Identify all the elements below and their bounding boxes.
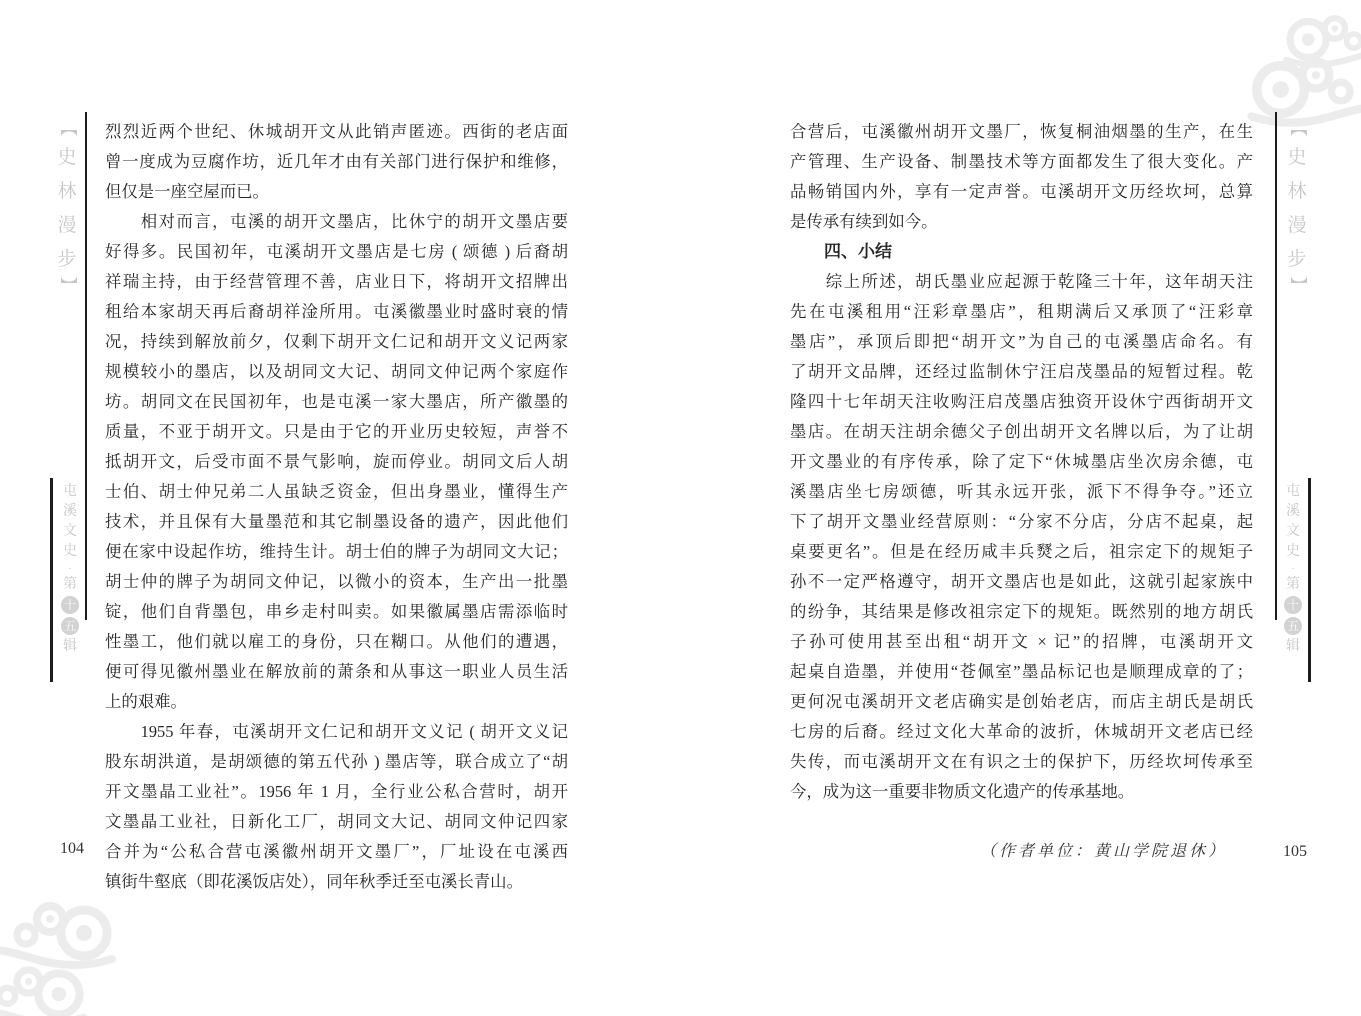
- left-page-line: 技术，并且保有大量墨范和其它制墨设备的遗产，因此他们: [105, 512, 568, 531]
- right-page-line: 墨店。在胡天注胡余德父子创出胡开文名牌以后，为了让胡: [790, 422, 1253, 441]
- left-page-line: 锭，他们自背墨包，串乡走村叫卖。如果徽属墨店需添临时: [105, 602, 568, 621]
- left-page-line: 便在家中设起作坊，维持生计。胡士伯的牌子为胡同文大记；: [105, 542, 568, 561]
- collection-char: ·: [1291, 561, 1295, 575]
- series-bracket: 【: [58, 119, 77, 137]
- right-page-line: 品畅销国内外，享有一定声誉。屯溪胡开文历经坎坷，总算: [790, 182, 1253, 201]
- page-number-left: 104: [60, 840, 84, 857]
- left-page-line: 便可得见徽州墨业在解放前的萧条和从事这一职业人员生活: [105, 662, 568, 681]
- left-page-line: 上的艰难。: [105, 692, 187, 711]
- collection-char: 史: [1286, 544, 1300, 559]
- collection-char: ·: [68, 561, 72, 575]
- left-page-line: 开文墨晶工业社”。1956 年 1 月，全行业公私合营时，胡开: [105, 782, 568, 801]
- collection-volume-badge: 十: [1284, 596, 1302, 614]
- collection-rule-left: [50, 478, 53, 682]
- left-page-line: 抵胡开文，后受市面不景气影响，旋而停业。胡同文后人胡: [105, 452, 568, 471]
- right-page-line: 更何况屯溪胡开文老店确实是创始老店，而店主胡氏是胡氏: [790, 692, 1253, 711]
- left-page-line: 士伯、胡士仲兄弟二人虽缺乏资金，但出身墨业，懂得生产: [105, 482, 568, 501]
- right-page-text: [790, 117, 1253, 867]
- collection-char: 第: [1286, 577, 1300, 592]
- series-char: 林: [1287, 181, 1307, 202]
- collection-char: 屯: [1286, 484, 1300, 499]
- right-page-line: 先在屯溪租用“汪彩章墨店”，租期满后又承顶了“汪彩章: [790, 302, 1253, 321]
- collection-char: 溪: [1286, 504, 1300, 519]
- series-bracket: 】: [58, 276, 77, 294]
- left-page-line: 胡士仲的牌子为胡同文仲记，以微小的资本，生产出一批墨: [105, 572, 568, 591]
- collection-char: 文: [63, 524, 77, 539]
- series-bracket: 【: [1288, 119, 1307, 137]
- right-page-line: 桌要更名”。但是在经历咸丰兵燹之后，祖宗定下的规矩子: [790, 542, 1253, 561]
- left-page-line: 祥瑞主持，由于经营管理不善，店业日下，将胡开文招牌出: [105, 272, 568, 291]
- series-char: 步: [57, 249, 77, 270]
- series-char: 史: [1287, 147, 1307, 168]
- right-page-line: 子孙可使用甚至出租“胡开文 × 记”的招牌，屯溪胡开文: [790, 632, 1253, 651]
- left-page-line: 股东胡洪道，是胡颂德的第五代孙 ) 墨店等，联合成立了“胡: [105, 752, 568, 771]
- collection-char: 溪: [63, 504, 77, 519]
- collection-char: 辑: [1286, 639, 1300, 654]
- right-page-line: 是传承有续到如今。: [790, 212, 938, 231]
- left-page-line: 规模较小的墨店，以及胡同文大记、胡同文仲记两个家庭作: [105, 362, 568, 381]
- right-page-line: 产管理、生产设备、制墨技术等方面都发生了很大变化。产: [790, 152, 1253, 171]
- left-page-line: 烈烈近两个世纪、休城胡开文从此销声匿迹。西街的老店面: [105, 122, 568, 141]
- right-page-line: 四、小结: [790, 242, 892, 261]
- right-page-line: 今，成为这一重要非物质文化遗产的传承基地。: [790, 782, 1135, 801]
- left-page-line: 文墨晶工业社，日新化工厂，胡同文大记、胡同文仲记四家: [105, 812, 568, 831]
- right-page-line: 合营后，屯溪徽州胡开文墨厂，恢复桐油烟墨的生产，在生: [790, 122, 1253, 141]
- right-page-line: 的纷争，其结果是修改祖宗定下的规矩。既然别的地方胡氏: [790, 602, 1253, 621]
- cloud-ornament-icon: [0, 958, 100, 1016]
- left-page-line: 质量，不亚于胡开文。只是由于它的开业历史较短，声誉不: [105, 422, 568, 441]
- right-page-line: 开文墨业的有序传承，除了定下“休城墨店坐次房余德，屯: [790, 452, 1253, 471]
- margin-rule-right: [1275, 112, 1277, 620]
- left-page-line: 坊。胡同文在民国初年，也是屯溪一家大墨店，所产徽墨的: [105, 392, 568, 411]
- collection-title-left: [59, 483, 81, 655]
- right-page-line: 墨店”，承顶后即把“胡开文”为自己的屯溪墨店命名。有: [790, 332, 1253, 351]
- collection-char: 第: [63, 577, 77, 592]
- left-page-line: 但仅是一座空屋而已。: [105, 182, 269, 201]
- series-char: 史: [57, 147, 77, 168]
- series-char: 步: [1287, 249, 1307, 270]
- left-page-line: 况，持续到解放前夕，仅剩下胡开文仁记和胡开文义记两家: [105, 332, 568, 351]
- series-title-right: [1285, 121, 1309, 292]
- margin-rule-left: [85, 112, 87, 620]
- right-page-line: 隆四十七年胡天注收购汪启茂墨店独资开设休宁西街胡开文: [790, 392, 1253, 411]
- page-number-right: 105: [1283, 843, 1307, 860]
- collection-char: 文: [1286, 524, 1300, 539]
- right-page-line: [790, 807, 1253, 837]
- right-page-line: 失传，而屯溪胡开文在有识之士的保护下，历经坎坷传承至: [790, 752, 1253, 771]
- series-char: 林: [57, 181, 77, 202]
- series-char: 漫: [57, 215, 77, 236]
- right-page-line: 孙不一定严格遵守，胡开文墨店也是如此，这就引起家族中: [790, 572, 1253, 591]
- right-page-line: 七房的后裔。经过文化大革命的波折，休城胡开文老店已经: [790, 722, 1253, 741]
- collection-char: 史: [63, 544, 77, 559]
- right-page-line: 起桌自造墨，并使用“苍佩室”墨品标记也是顺理成章的了；: [790, 662, 1253, 681]
- collection-rule-right: [1308, 478, 1311, 682]
- left-page-line: 合并为“公私合营屯溪徽州胡开文墨厂”，厂址设在屯溪西: [105, 842, 568, 861]
- left-page-line: 1955 年春，屯溪胡开文仁记和胡开文义记 ( 胡开文义记: [105, 722, 568, 741]
- series-title-left: [55, 121, 79, 292]
- collection-char: 辑: [63, 639, 77, 654]
- collection-volume-badge: 五: [1284, 617, 1302, 635]
- collection-title-right: [1282, 483, 1304, 655]
- left-page-line: 租给本家胡天再后裔胡祥淦所用。屯溪徽墨业时盛时衰的情: [105, 302, 568, 321]
- left-page-line: 性墨工，他们就以雇工的身份，只在糊口。从他们的遭遇，: [105, 632, 568, 651]
- collection-volume-badge: 五: [61, 617, 79, 635]
- right-page-line: 溪墨店坐七房颂德，听其永远开张，派下不得争夺。”还立: [790, 482, 1253, 501]
- right-page-line: 下了胡开文墨业经营原则：“分家不分店，分店不起桌，起: [790, 512, 1253, 531]
- left-page-line: 好得多。民国初年，屯溪胡开文墨店是七房 ( 颂德 ) 后裔胡: [105, 242, 568, 261]
- right-page-line: （作者单位：黄山学院退休）: [979, 843, 1227, 860]
- left-page-text: [105, 117, 568, 897]
- series-bracket: 】: [1288, 276, 1307, 294]
- left-page-line: 相对而言，屯溪的胡开文墨店，比休宁的胡开文墨店要: [105, 212, 568, 231]
- collection-char: 屯: [63, 484, 77, 499]
- right-page-line: 综上所述，胡氏墨业应起源于乾隆三十年，这年胡天注: [790, 272, 1253, 291]
- right-page-line: 了胡开文品牌，还经过监制休宁汪启茂墨品的短暂过程。乾: [790, 362, 1253, 381]
- series-char: 漫: [1287, 215, 1307, 236]
- collection-volume-badge: 十: [61, 596, 79, 614]
- left-page-line: 镇街牛壑底（即花溪饭店处），同年秋季迁至屯溪长青山。: [105, 872, 523, 891]
- left-page-line: 曾一度成为豆腐作坊，近几年才由有关部门进行保护和维修，: [105, 152, 568, 171]
